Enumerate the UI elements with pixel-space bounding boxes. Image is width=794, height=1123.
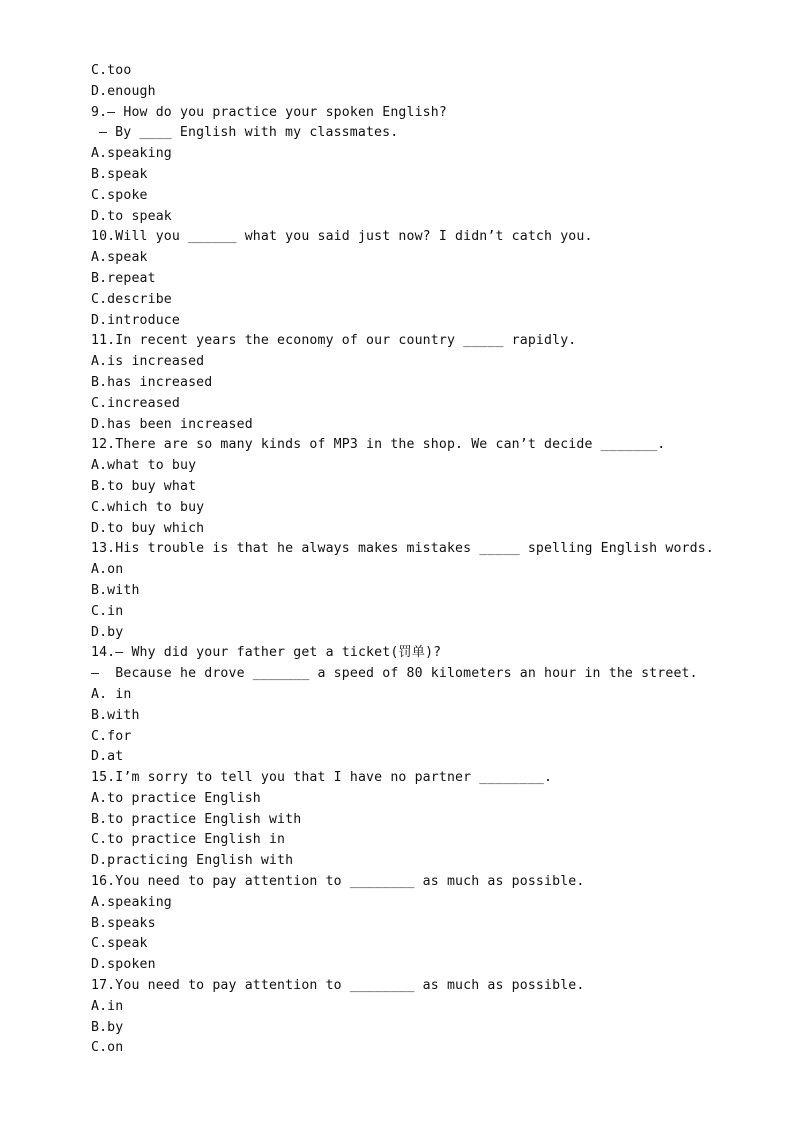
question-stem: 13.His trouble is that he always makes mistakes _____ spelling English words. — [91, 541, 714, 557]
answer-option: — Because he drove _______ a speed of 80 kilometers an hour in the street. — [91, 666, 698, 682]
answer-option: C.for — [91, 728, 132, 744]
question-list — [91, 61, 731, 1059]
answer-option: C.too — [91, 63, 132, 78]
answer-option: C.spoke — [91, 187, 148, 203]
answer-option: A.speak — [91, 250, 148, 266]
answer-option: C.speak — [91, 936, 148, 952]
answer-option: B.by — [91, 1019, 124, 1035]
answer-option: A. in — [91, 686, 132, 702]
answer-option: A.on — [91, 562, 124, 578]
answer-option: A.in — [91, 998, 124, 1014]
answer-option: D.has been increased — [91, 416, 253, 432]
answer-option: B.with — [91, 582, 140, 598]
answer-option: D.practicing English with — [91, 853, 294, 869]
question-stem: 14.— Why did your father get a ticket(罚单)? — [91, 645, 442, 661]
question-stem: 12.There are so many kinds of MP3 in the shop. We can’t decide _______. — [91, 437, 666, 453]
answer-option: A.speaking — [91, 146, 172, 162]
answer-option: C.describe — [91, 291, 172, 307]
answer-option: B.speaks — [91, 915, 156, 931]
question-stem: 17.You need to pay attention to ________ as much as possible. — [91, 978, 585, 994]
answer-option: A.is increased — [91, 354, 205, 370]
answer-option: A.speaking — [91, 894, 172, 910]
answer-option: D.to speak — [91, 208, 172, 224]
answer-option: B.repeat — [91, 270, 156, 286]
answer-option: D.to buy which — [91, 520, 205, 536]
answer-option: D.introduce — [91, 312, 180, 328]
answer-option: B.with — [91, 707, 140, 723]
answer-option: B.speak — [91, 166, 148, 182]
answer-option: A.to practice English — [91, 790, 261, 806]
answer-option: C.in — [91, 603, 124, 619]
question-stem: 15.I’m sorry to tell you that I have no partner ________. — [91, 770, 553, 786]
answer-option: C.on — [91, 1040, 124, 1056]
answer-option: B.has increased — [91, 374, 213, 390]
answer-option: D.enough — [91, 83, 156, 99]
answer-option: D.by — [91, 624, 124, 640]
answer-option: D.spoken — [91, 957, 156, 973]
answer-option: B.to buy what — [91, 478, 197, 494]
question-stem: 16.You need to pay attention to ________ as much as possible. — [91, 874, 585, 890]
question-stem: 10.Will you ______ what you said just now? I didn’t catch you. — [91, 229, 593, 245]
question-stem: 9.— How do you practice your spoken English? — [91, 104, 447, 120]
answer-option: D.at — [91, 749, 124, 765]
answer-option: A.what to buy — [91, 458, 197, 474]
answer-option: B.to practice English with — [91, 811, 302, 827]
answer-option: C.to practice English in — [91, 832, 286, 848]
dialogue-answer: — By ____ English with my classmates. — [99, 125, 399, 141]
question-stem: 11.In recent years the economy of our country _____ rapidly. — [91, 333, 577, 349]
answer-option: C.which to buy — [91, 499, 205, 515]
answer-option: C.increased — [91, 395, 180, 411]
